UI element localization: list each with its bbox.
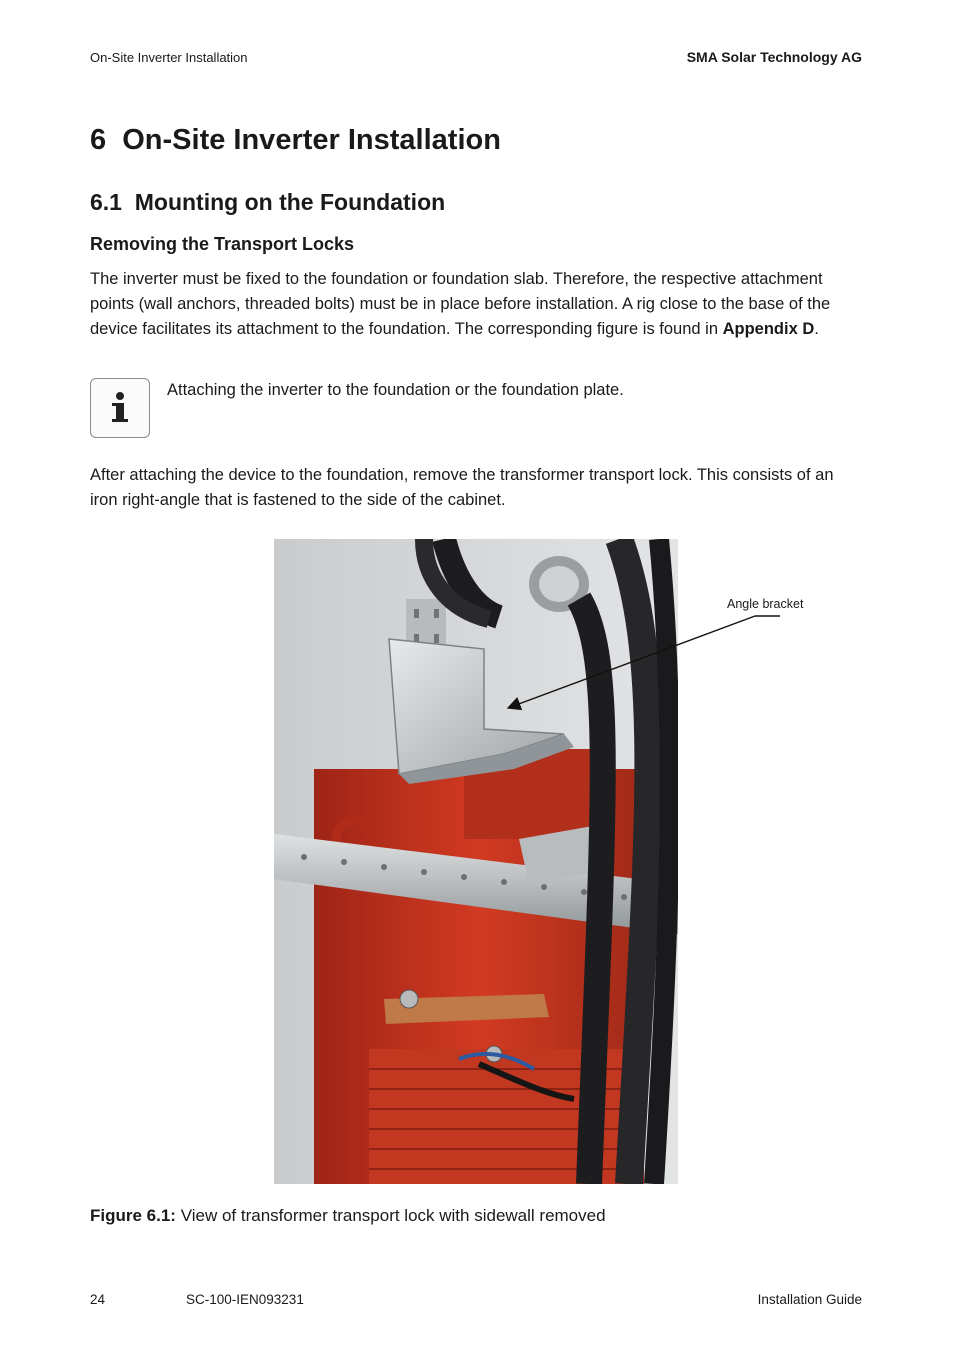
running-header-title: On-Site Inverter Installation — [90, 50, 248, 65]
subsection-title: Removing the Transport Locks — [90, 234, 355, 254]
figure-caption-text: View of transformer transport lock with sidewall removed — [175, 1206, 606, 1225]
running-header-company: SMA Solar Technology AG — [686, 49, 862, 65]
figure-caption-label: Figure 6.1: — [90, 1206, 176, 1225]
info-icon — [90, 378, 150, 438]
angle-bracket-pointer — [480, 600, 780, 720]
chapter-title: 6 On-Site Inverter Installation — [90, 124, 501, 156]
document-id: SC-100-IEN093231 — [186, 1292, 304, 1307]
figure-caption — [90, 1206, 606, 1226]
transport-lock-paragraph: After attaching the device to the foundation, remove the transformer transport lock. This consists of an iron right-angle that is fastened to the side of the cabinet. — [90, 466, 834, 509]
intro-paragraph-end: . — [814, 320, 819, 338]
page-number: 24 — [90, 1292, 106, 1307]
intro-paragraph-text: The inverter must be fixed to the foundation or foundation slab. Therefore, the respective attachment points (wall anchors, threaded bolts) must be in place before installation. A rig close to the base of the device facilitates its attachment to the foundation. The corresponding figure is found in — [90, 270, 831, 338]
angle-bracket-label: Angle bracket — [727, 597, 804, 611]
appendix-reference: Appendix D — [722, 320, 815, 338]
info-note-text: Attaching the inverter to the foundation or the foundation plate. — [167, 381, 624, 399]
section-title: 6.1 Mounting on the Foundation — [90, 189, 446, 215]
document-type: Installation Guide — [757, 1292, 862, 1307]
intro-paragraph — [90, 267, 865, 342]
